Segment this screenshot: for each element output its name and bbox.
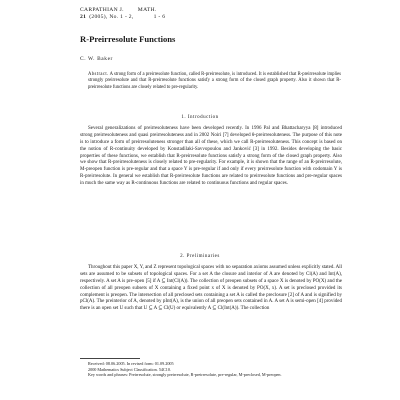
abstract-label: Abstract. xyxy=(88,72,109,77)
footnote-received: Received: 08.06.2005. In revised form: 01.09.2005 xyxy=(88,361,174,366)
footnote-msc: 2000 Mathematics Subject Classification. 54C10. xyxy=(88,366,172,372)
introduction-paragraph: Several generalizations of preirresoluteness have been developed recently. In 1996 Pal and Bhattacharyya [8] introduced strong preirresoluteness and quasi preirresoluteness and in 2002 Noiri [7] developed θ-preirresoluteness. The purpose of this note is to introduce a form of preirresoluteness stronger than all of these, which we call R-preirresoluteness. This concept is based on the notion of R-continuity developed by Konstadilaki-Savvopoulou and Janković [3] in 1992. Besides developing the basic properties of these functions, we establish that R-preirresolute functions satisfy a strong form of the closed graph property. Also we show that R-preirresoluteness is closely related to pre-regularity. For example, it is shown that the range of an R-preirresolute, M-preopen function is pre-regular and that a space Y is pre-regular if and only if every preirresolute function with codomain Y is R-preirresolute. In general we establish that R-preirresolute functions are related to preirresolute functions and pre-regular spaces in much the same way as R-continuous functions are related to continuous functions and regular spaces. xyxy=(80,126,342,187)
footnotes xyxy=(88,361,342,378)
abstract xyxy=(88,72,341,91)
paper-author: C. W. Baker xyxy=(80,56,113,62)
preliminaries-body xyxy=(80,265,342,313)
section-heading-preliminaries: 2. Preliminaries xyxy=(180,254,220,259)
journal-name: CARPATHIAN J. xyxy=(80,7,124,13)
journal-year-issue: (2005), No. 1 - 2, xyxy=(89,13,134,20)
journal-subject: MATH. xyxy=(137,7,157,13)
journal-volume: 21 xyxy=(80,13,87,20)
footnote-divider xyxy=(80,358,140,359)
footnote-keywords: Key words and phrases: Preirresolute, strongly preirresolute, R-preirresolute, pre-regular, M-preclosed, M-preopen. xyxy=(88,372,282,378)
journal-pages: 1 - 6 xyxy=(153,13,166,20)
section-heading-introduction: 1. Introduction xyxy=(181,115,219,120)
introduction-body xyxy=(80,126,342,188)
abstract-text: A strong form of a preirresolute function, called R-preirresolute, is introduced. It is established that R-preirresolute implies strongly preirresolute and that R-preirresolute functions satisfy a strong form of the closed graph property. Also it shown that R-preirresolute functions are closely related to pre-regularity. xyxy=(88,72,341,90)
preliminaries-paragraph: Throughout this paper X, Y, and Z represent topological spaces with no separation axioms assumed unless explicitly stated. All sets are assumed to be subsets of topological spaces. For a set A the closure and interior of A are denoted by Cl(A) and Int(A), respectively. A set A is pre-open [5] if A ⊆ Int(Cl(A)). The collection of preopen subsets of a space X is denoted by PO(X) and the collection of all preopen subsets of X containing a fixed point x of X is denoted by PO(X, x). A set is preclosed provided its complement is preopen. The intersection of all preclosed sets containing a set A is called the preclosure [2] of A and is signified by pCl(A). The preinterior of A, denoted by pInt(A), is the union of all preopen sets contained in A. A set A is semi-open [4] provided there is an open set U such that U ⊆ A ⊆ Cl(U) or equivalently A ⊆ Cl(Int(A)). The collection xyxy=(80,265,342,312)
journal-header xyxy=(80,7,165,21)
paper-title: R-Preirresolute Functions xyxy=(80,34,176,44)
